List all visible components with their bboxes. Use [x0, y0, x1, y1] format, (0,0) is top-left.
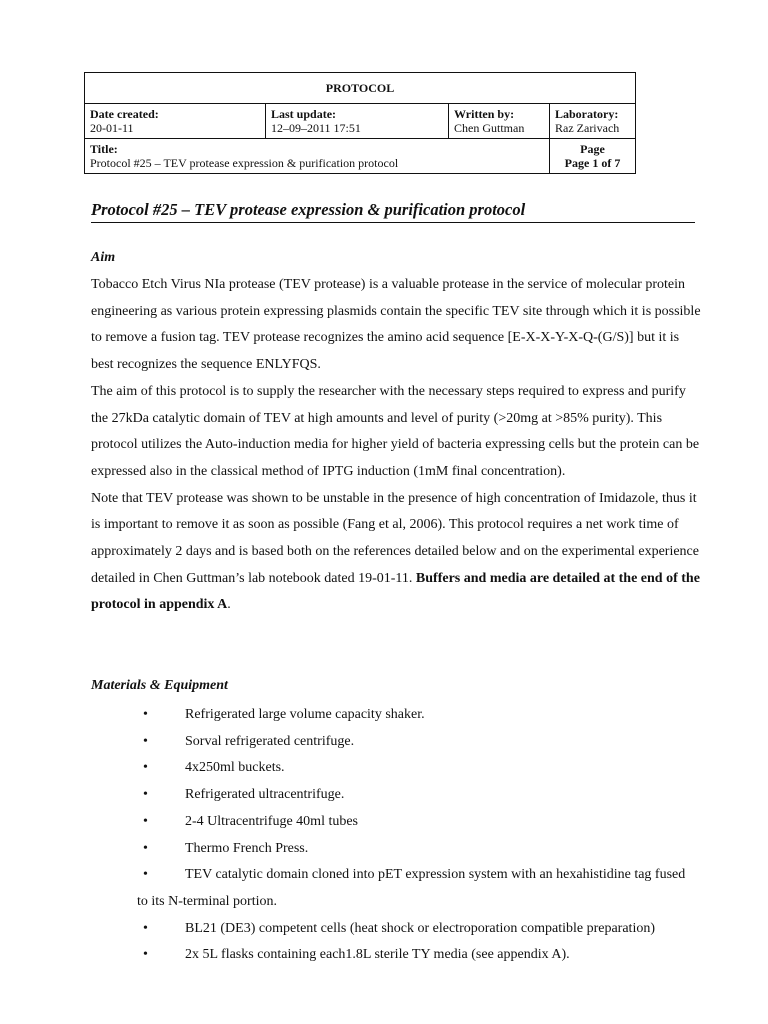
bullet-icon: •: [143, 840, 148, 856]
list-item: [137, 809, 697, 836]
bullet-icon: •: [143, 760, 148, 776]
date-created-label: Date created:: [90, 107, 159, 121]
bullet-icon: •: [143, 707, 148, 722]
materials-list: [137, 702, 697, 969]
laboratory-value: Raz Zarivach: [555, 121, 620, 135]
materials-heading: Materials & Equipment: [91, 678, 228, 693]
list-item-text: TEV catalytic domain cloned into pET expression system with an hexahistidine tag fused to its N-terminal portion.: [137, 867, 686, 909]
written-by-cell: [449, 104, 550, 139]
aim-paragraph-3-end: .: [227, 597, 231, 613]
date-created-cell: [85, 104, 266, 139]
list-item: [137, 942, 697, 969]
protocol-header-table: [84, 72, 636, 174]
written-by-label: Written by:: [454, 107, 515, 121]
aim-paragraph-1: Tobacco Etch Virus NIa protease (TEV protease) is a valuable protease in the service of molecular protein engineering as various protein expressing plasmids contain the specific TEV site through which it is possible to remove a fusion tag. TEV protease recognizes the amino acid sequence [E-X-X-Y-X-Q-(G/S)] but it is best recognizes the sequence ENLYFQS.: [91, 277, 701, 373]
aim-paragraph-2: The aim of this protocol is to supply the researcher with the necessary steps required to express and purify the 27kDa catalytic domain of TEV at high amounts and level of purity (>20mg at >85% purity). This protocol utilizes the Auto-induction media for higher yield of bacteria expressing cells but the protein can be expressed also in the classical method of IPTG induction (1mM final concentration).: [91, 383, 700, 479]
list-item: [137, 916, 697, 943]
list-item-text: 2-4 Ultracentrifuge 40ml tubes: [185, 813, 359, 829]
laboratory-cell: [550, 104, 636, 139]
list-item-text: 4x250ml buckets.: [185, 760, 285, 776]
list-item: [137, 755, 697, 782]
list-item: [137, 862, 697, 915]
last-update-cell: [266, 104, 449, 139]
list-item-text: Refrigerated ultracentrifuge.: [185, 787, 345, 803]
aim-section: [91, 272, 701, 619]
laboratory-label: Laboratory:: [555, 107, 619, 121]
protocol-label: PROTOCOL: [85, 73, 636, 104]
appendix-note: Buffers and media are detailed at the end of the protocol in appendix A: [91, 570, 700, 613]
page-value: Page 1 of 7: [564, 156, 621, 170]
list-item: [137, 836, 697, 863]
list-item: [137, 729, 697, 756]
title-cell: [85, 139, 550, 174]
list-item-text: Thermo French Press.: [185, 840, 309, 856]
page-cell: [550, 139, 636, 174]
bullet-icon: •: [143, 787, 148, 803]
bullet-icon: •: [143, 947, 148, 963]
document-title: Protocol #25 – TEV protease expression & purification protocol: [91, 200, 695, 223]
aim-paragraph-3-text: Note that TEV protease was shown to be unstable in the presence of high concentration of Imidazole, thus it is important to remove it as soon as possible (Fang et al, 2006). This protocol requires a net work time of approximately 2 days and is based both on the references detailed below and on the experimental experience detailed in Chen Guttman’s lab notebook dated 19-01-11.: [91, 490, 699, 586]
list-item: [137, 782, 697, 809]
title-value: Protocol #25 – TEV protease expression & purification protocol: [90, 156, 399, 170]
bullet-icon: •: [143, 867, 148, 883]
list-item-text: Sorval refrigerated centrifuge.: [185, 733, 355, 749]
list-item-text: Refrigerated large volume capacity shaker.: [185, 707, 425, 722]
list-item-text: 2x 5L flasks containing each1.8L sterile TY media (see appendix A).: [185, 947, 570, 963]
written-by-value: Chen Guttman: [454, 121, 525, 135]
aim-heading: Aim: [91, 250, 116, 265]
list-item-text: BL21 (DE3) competent cells (heat shock or electroporation compatible preparation): [185, 920, 655, 936]
last-update-label: Last update:: [271, 107, 337, 121]
bullet-icon: •: [143, 920, 148, 936]
bullet-icon: •: [143, 733, 148, 749]
bullet-icon: •: [143, 813, 148, 829]
last-update-value: 12–09–2011 17:51: [271, 121, 361, 135]
list-item: [137, 702, 697, 729]
title-label: Title:: [90, 142, 118, 156]
date-created-value: 20-01-11: [90, 121, 134, 135]
page-label: Page: [580, 142, 605, 156]
aim-paragraph-3: [91, 486, 701, 620]
